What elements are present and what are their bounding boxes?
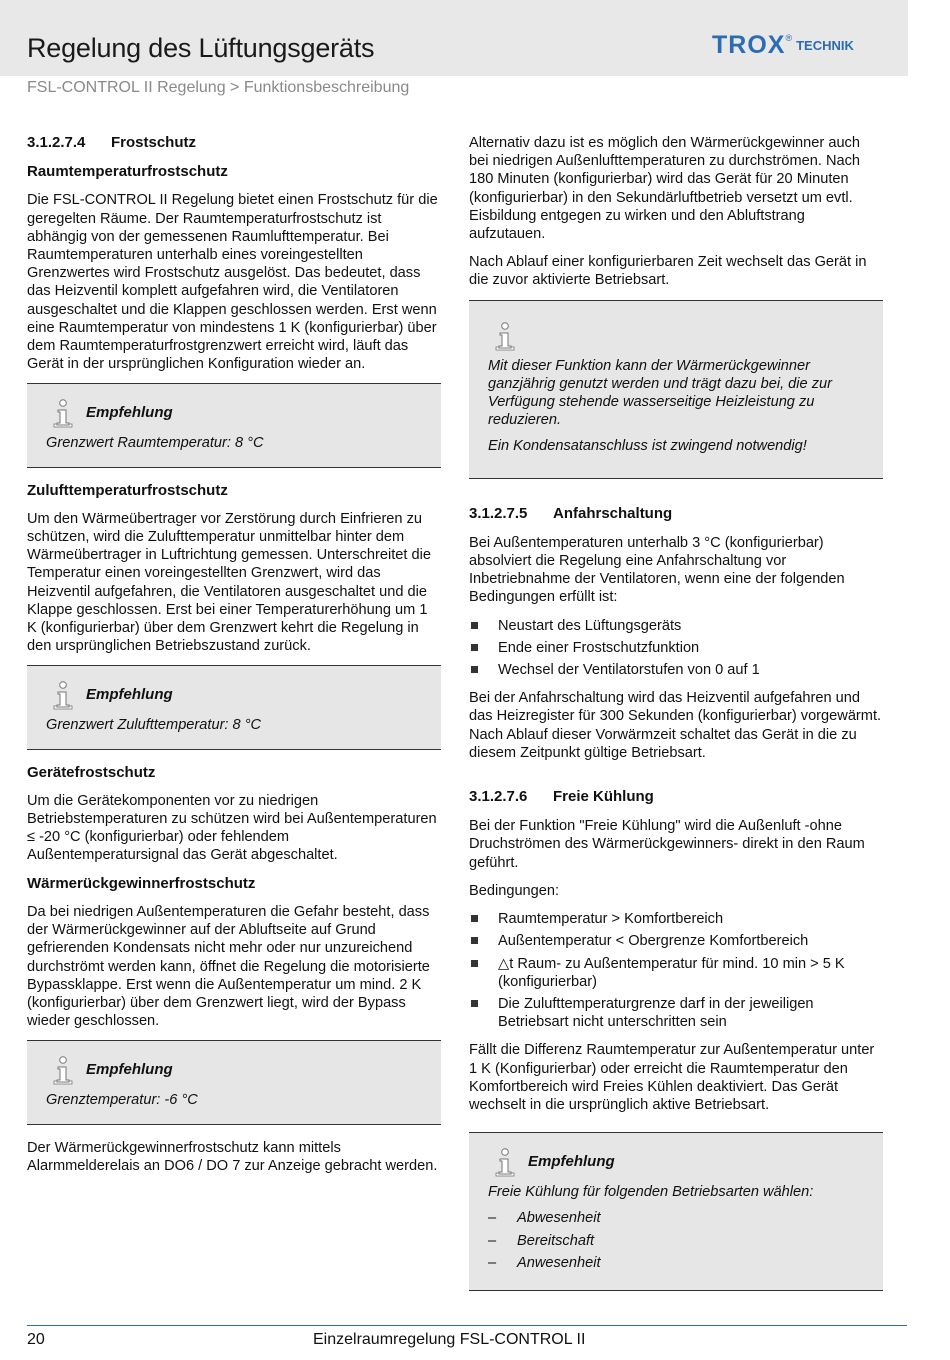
info-warning: Ein Kondensatanschluss ist zwingend notwendig!: [488, 438, 807, 455]
breadcrumb: FSL-CONTROL II Regelung > Funktionsbeschreibung: [27, 79, 410, 96]
section-number: 3.1.2.7.4: [27, 134, 86, 151]
list-item: Ende einer Frostschutzfunktion: [469, 639, 883, 657]
operating-modes-list: [488, 1209, 864, 1272]
paragraph-device-frost: Um die Gerätekomponenten vor zu niedrigen Betriebstemperaturen zu schützen wird bei Außentemperaturen ≤ -20 °C (konfigurierbar) oder fehlendem Außentemperatursignal das Gerät abgeschaltet.: [27, 792, 437, 864]
info-text: Mit dieser Funktion kann der Wärmerückgewinner ganzjährig genutzt werden und trägt dazu bei, die zur Verfügung stehende wasserseitige Heizleistung zu reduzieren.: [488, 357, 832, 429]
subheading-room-frost: Raumtemperaturfrostschutz: [27, 163, 228, 181]
recommendation-label: Empfehlung: [86, 404, 173, 422]
list-item: – Anwesenheit: [488, 1254, 864, 1272]
section-number: 3.1.2.7.6: [469, 788, 528, 806]
recommendation-box-room: [27, 383, 441, 467]
recommendation-box-free-cooling: [469, 1132, 883, 1291]
list-item: Neustart des Lüftungsgeräts: [469, 617, 883, 635]
recommendation-label: Empfehlung: [86, 686, 173, 704]
logo-technik-text: TECHNIK: [796, 38, 854, 53]
subheading-heat-recovery-frost: Wärmerückgewinnerfrostschutz: [27, 874, 256, 892]
section-heading-startup: [469, 505, 883, 523]
page-number: 20: [27, 1331, 45, 1348]
recommendation-label: Empfehlung: [86, 1061, 173, 1079]
list-item: △t Raum- zu Außentemperatur für mind. 10 min > 5 K (konfigurierbar): [469, 955, 883, 991]
section-number: 3.1.2.7.5: [469, 504, 528, 522]
paragraph-startup-details: Bei der Anfahrschaltung wird das Heizventil aufgefahren und das Heizregister für 300 Sekunden (konfigurierbar) vorgewärmt. Nach Ablauf dieser Vorwärmzeit schaltet das Gerät in die zu diesem Zeitpunkt gültige Betriebsart.: [469, 690, 882, 761]
paragraph-startup: Bei Außentemperaturen unterhalb 3 °C (konfigurierbar) absolviert die Regelung eine Anfahrschaltung vor Inbetriebnahme der Ventilatoren, wenn eine der folgenden Bedingungen erfüllt ist:: [469, 534, 845, 606]
paragraph-room-frost: Die FSL-CONTROL II Regelung bietet einen Frostschutz für die geregelten Räume. Der Raumtemperaturfrostschutz ist abhängig von der gemessenen Raumlufttemperatur. Bei Raumtemperaturen unterhalb eines voreingestellten Grenzwertes wird Frostschutz ausgelöst. Das bedeutet, dass das Heizventil komplett aufgefahren wird, die Ventilatoren ausgeschaltet und die Klappen geschlossen werden. Erst wenn eine Raumtemperatur von mindestens 1 K (konfigurierbar) über dem Raumtemperaturfrostgrenzwert erreicht wird, läuft das Gerät in der ursprünglichen Konfiguration wieder an.: [27, 192, 438, 373]
recommendation-text: Grenzwert Zulufttemperatur: 8 °C: [46, 717, 262, 734]
section-heading-free-cooling: [469, 788, 883, 806]
paragraph-supply-frost: Um den Wärmeübertrager vor Zerstörung durch Einfrieren zu schützen, wird die Zulufttemperatur unmittelbar hinter dem Wärmeübertrager in Luftrichtung gemessen. Unterschreitet die Temperatur einen voreingestellten Grenzwert, wird das Heizventil aufgefahren, die Ventilatoren ausgeschaltet und die Klappe geschlossen. Erst bei einer Temperaturerhöhung um 1 K (konfigurierbar) über dem Grenzwert kehrt die Regelung in den ursprünglichen Betriebszustand zurück.: [27, 510, 431, 655]
list-item: Die Zulufttemperaturgrenze darf in der jeweiligen Betriebsart nicht unterschritten sein: [469, 995, 883, 1031]
recommendation-text: Grenztemperatur: -6 °C: [46, 1092, 198, 1109]
recommendation-box-supply: [27, 665, 441, 749]
subheading-supply-frost: Zulufttemperaturfrostschutz: [27, 481, 228, 499]
paragraph-alternative: Alternativ dazu ist es möglich den Wärmerückgewinner auch bei niedrigen Außenlufttemperaturen zu durchströmen. Nach 180 Minuten (konfigurierbar) wird das Gerät für 20 Minuten (konfigurierbar) in den Sekundärluftbetrieb versetzt um evtl. Eisbildung entgegen zu wirken und den Abluftstrang aufzutauen.: [469, 135, 861, 243]
recommendation-text: Freie Kühlung für folgenden Betriebsarten wählen:: [488, 1184, 814, 1201]
section-title: Anfahrschaltung: [553, 504, 673, 522]
list-item: Außentemperatur < Obergrenze Komfortbereich: [469, 932, 883, 950]
list-item: Raumtemperatur > Komfortbereich: [469, 910, 883, 928]
page-title: Regelung des Lüftungsgeräts: [27, 33, 375, 63]
list-item: – Abwesenheit: [488, 1209, 864, 1227]
recommendation-label: Empfehlung: [528, 1153, 615, 1171]
paragraph-after-time: Nach Ablauf einer konfigurierbaren Zeit wechselt das Gerät in die zuvor aktivierte Betriebsart.: [469, 254, 867, 289]
paragraph-free-cooling: Bei der Funktion "Freie Kühlung" wird die Außenluft -ohne Druchströmen des Wärmerückgewinners- direkt in den Raum geführt.: [469, 818, 865, 871]
page-header: [0, 0, 908, 76]
conditions-label: Bedingungen:: [469, 882, 560, 899]
recommendation-text: Grenzwert Raumtemperatur: 8 °C: [46, 435, 264, 452]
trox-logo: [712, 31, 854, 61]
startup-conditions-list: [469, 617, 883, 680]
section-title: Frostschutz: [111, 134, 197, 151]
logo-registered-mark: ®: [785, 33, 793, 43]
info-box-heat-recovery: [469, 300, 883, 479]
footer-title: Einzelraumregelung FSL-CONTROL II: [313, 1331, 586, 1348]
right-column: [469, 134, 883, 1305]
list-item: – Bereitschaft: [488, 1232, 864, 1250]
section-title: Freie Kühlung: [553, 788, 654, 806]
list-item: Wechsel der Ventilatorstufen von 0 auf 1: [469, 661, 883, 679]
subheading-device-frost: Gerätefrostschutz: [27, 763, 156, 781]
info-icon: [52, 680, 74, 710]
logo-trox-text: TROX: [712, 31, 786, 59]
paragraph-free-cooling-end: Fällt die Differenz Raumtemperatur zur Außentemperatur unter 1 K (Konfigurierbar) oder erreicht die Raumtemperatur den Komfortbereich wird Freies Kühlen deaktiviert. Das Gerät wechselt in die ursprünglich aktive Betriebsart.: [469, 1042, 875, 1113]
section-heading-frostschutz: [27, 134, 441, 152]
free-cooling-conditions-list: [469, 910, 883, 1031]
left-column: [27, 134, 441, 1185]
paragraph-heat-recovery-frost: Da bei niedrigen Außentemperaturen die Gefahr besteht, dass der Wärmerückgewinner auf der Abluftseite auf Grund gefrierenden Kondensats nicht mehr oder nur unzureichend durchströmt werden kann, öffnet die Regelung die motorisierte Bypassklappe. Erst wenn die Außentemperatur um mind. 2 K (konfigurierbar) über dem Grenzwert liegt, wird der Bypass wieder geschlossen.: [27, 903, 430, 1030]
info-icon: [52, 398, 74, 428]
paragraph-alarm-relay: Der Wärmerückgewinnerfrostschutz kann mittels Alarmmelderelais an DO6 / DO 7 zur Anzeige gebracht werden.: [27, 1139, 438, 1174]
recommendation-box-limit: [27, 1040, 441, 1124]
footer-divider: [27, 1325, 907, 1326]
info-icon: [494, 321, 516, 351]
info-icon: [52, 1055, 74, 1085]
info-icon: [494, 1147, 516, 1177]
